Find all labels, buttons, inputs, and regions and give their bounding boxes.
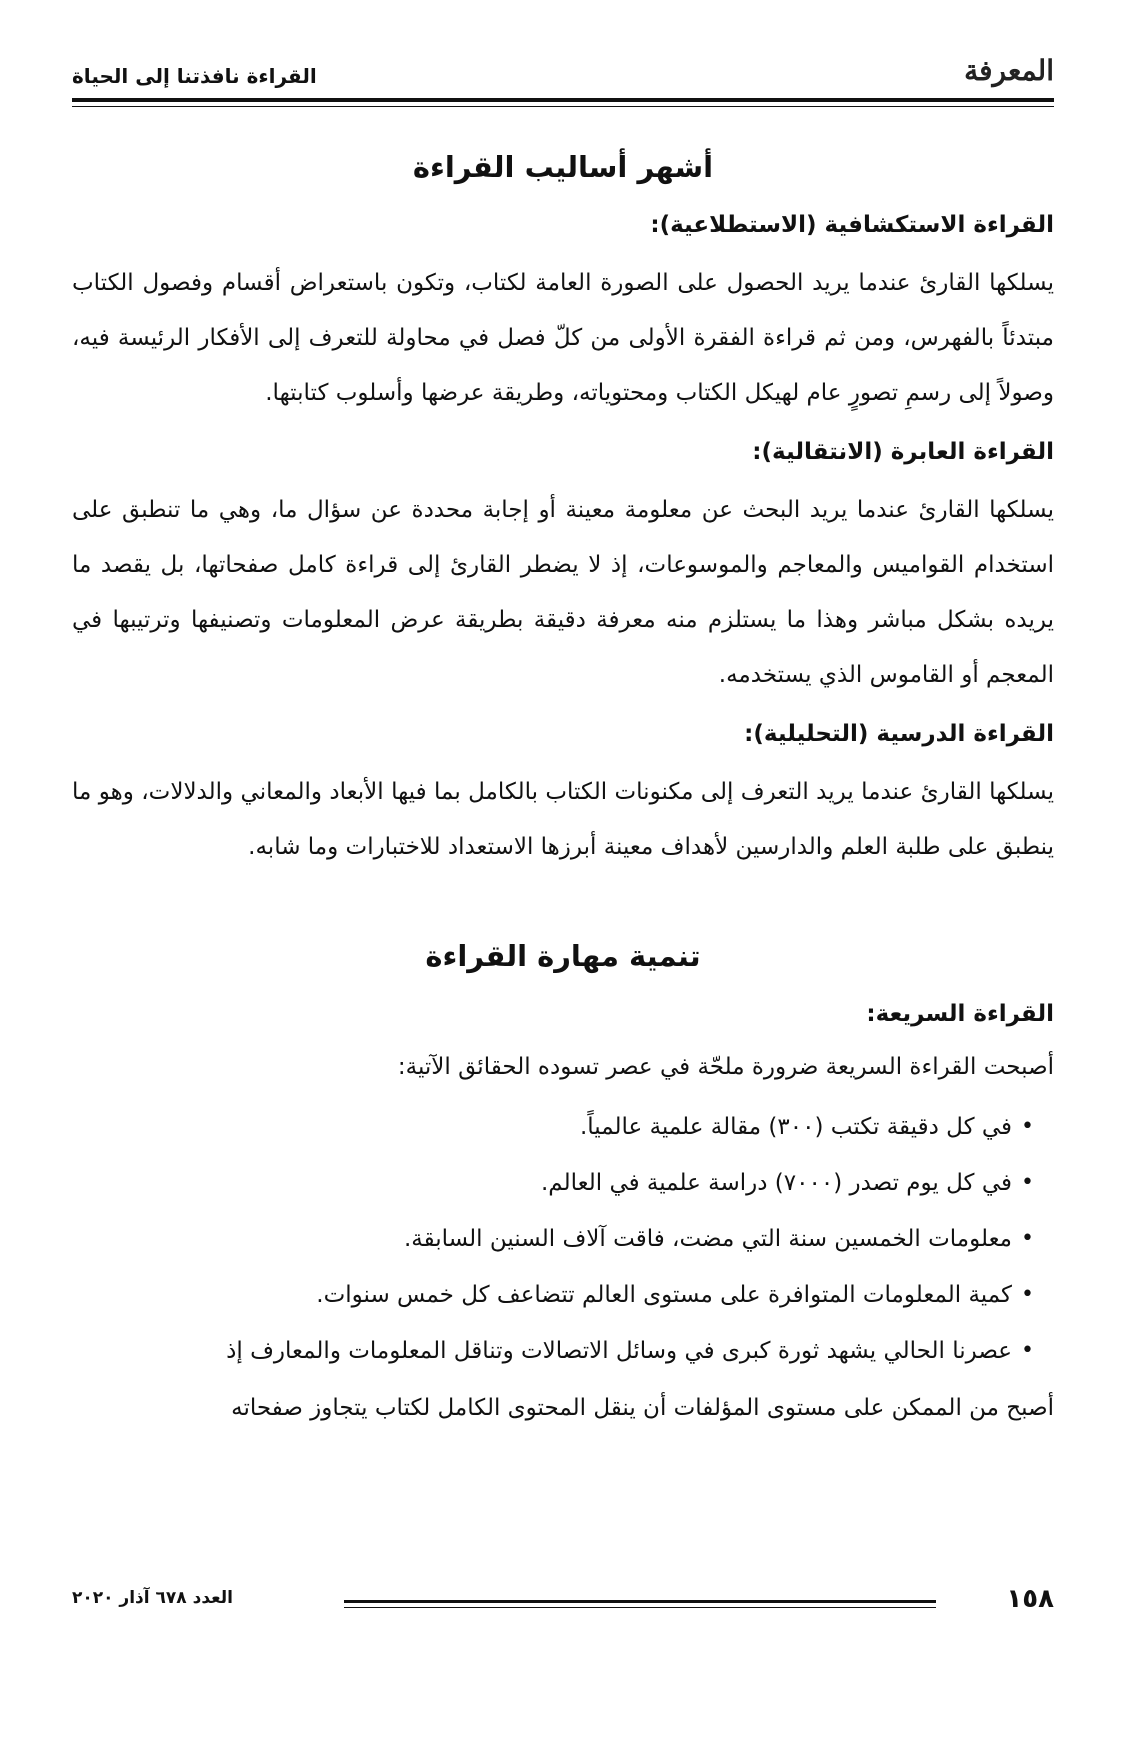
subheading-speed-reading: القراءة السريعة: [866, 1001, 1054, 1027]
paragraph-transitional-reading: يسلكها القارئ عندما يريد البحث عن معلومة معينة أو إجابة محددة عن سؤال ما، وهي ما تنطبق على استخدام القواميس والمعاجم والموسوعات، إذ لا يضطر القارئ إلى قراءة كامل صفحاتها، بل يقصد ما يريده بشكل مباشر وهذا ما يستلزم منه معرفة دقيقة بطريقة عرض المعلومات وتصنيفها وترتيبها في المعجم أو القاموس الذي يستخدمه. [72, 497, 1054, 688]
section-spacer [72, 893, 1054, 939]
page-footer [72, 1584, 1054, 1624]
list-item: • في كل يوم تصدر (٧٠٠٠) دراسة علمية في العالم. [72, 1155, 1034, 1211]
subheading-analytical-reading: القراءة الدرسية (التحليلية): [744, 721, 1054, 747]
issue-label: العدد ٦٧٨ آذار ٢٠٢٠ [72, 1588, 233, 1608]
speed-reading-intro: أصبحت القراءة السريعة ضرورة ملحّة في عصر تسوده الحقائق الآتية: [397, 1054, 1054, 1080]
footer-rule-thin [344, 1607, 936, 1608]
list-item: • كمية المعلومات المتوافرة على مستوى العالم تتضاعف كل خمس سنوات. [72, 1267, 1034, 1323]
list-item: • في كل دقيقة تكتب (٣٠٠) مقالة علمية عالمياً. [72, 1099, 1034, 1155]
paragraph-analytical-reading: يسلكها القارئ عندما يريد التعرف إلى مكنونات الكتاب بالكامل بما فيها الأبعاد والمعاني والدلالات، وهو ما ينطبق على طلبة العلم والدارسين لأهداف معينة أبرزها الاستعداد للاختبارات وما شابه. [72, 779, 1054, 860]
article-body [72, 150, 1054, 1435]
section-title-reading-skill: تنمية مهارة القراءة [425, 939, 701, 973]
magazine-logo: المعرفة [964, 54, 1054, 87]
header-rule-thin [72, 106, 1054, 107]
list-item: • معلومات الخمسين سنة التي مضت، فاقت آلاف السنين السابقة. [72, 1211, 1034, 1267]
subheading-exploratory-reading: القراءة الاستكشافية (الاستطلاعية): [650, 212, 1054, 238]
page-header [72, 52, 1054, 96]
subheading-transitional-reading: القراءة العابرة (الانتقالية): [752, 439, 1054, 465]
paragraph-exploratory-reading: يسلكها القارئ عندما يريد الحصول على الصورة العامة لكتاب، وتكون باستعراض أقسام وفصول الكتاب مبتدئاً بالفهرس، ومن ثم قراءة الفقرة الأولى من كلّ فصل في محاولة للتعرف إلى الأفكار الرئيسة فيه، وصولاً إلى رسمِ تصورٍ عام لهيكل الكتاب ومحتوياته، وطريقة عرضها وأسلوب كتابتها. [72, 270, 1054, 406]
running-title: القراءة نافذتنا إلى الحياة [72, 64, 317, 88]
page-number: ١٥٨ [1006, 1584, 1054, 1614]
list-item: • عصرنا الحالي يشهد ثورة كبرى في وسائل الاتصالات وتناقل المعلومات والمعارف إذ [72, 1323, 1034, 1379]
section-title-reading-styles: أشهر أساليب القراءة [412, 150, 714, 184]
continuation-line: أصبح من الممكن على مستوى المؤلفات أن ينقل المحتوى الكامل لكتاب يتجاوز صفحاته [231, 1395, 1054, 1421]
header-rule-thick [72, 98, 1054, 102]
footer-rule-thick [344, 1600, 936, 1603]
facts-list [72, 1099, 1054, 1379]
